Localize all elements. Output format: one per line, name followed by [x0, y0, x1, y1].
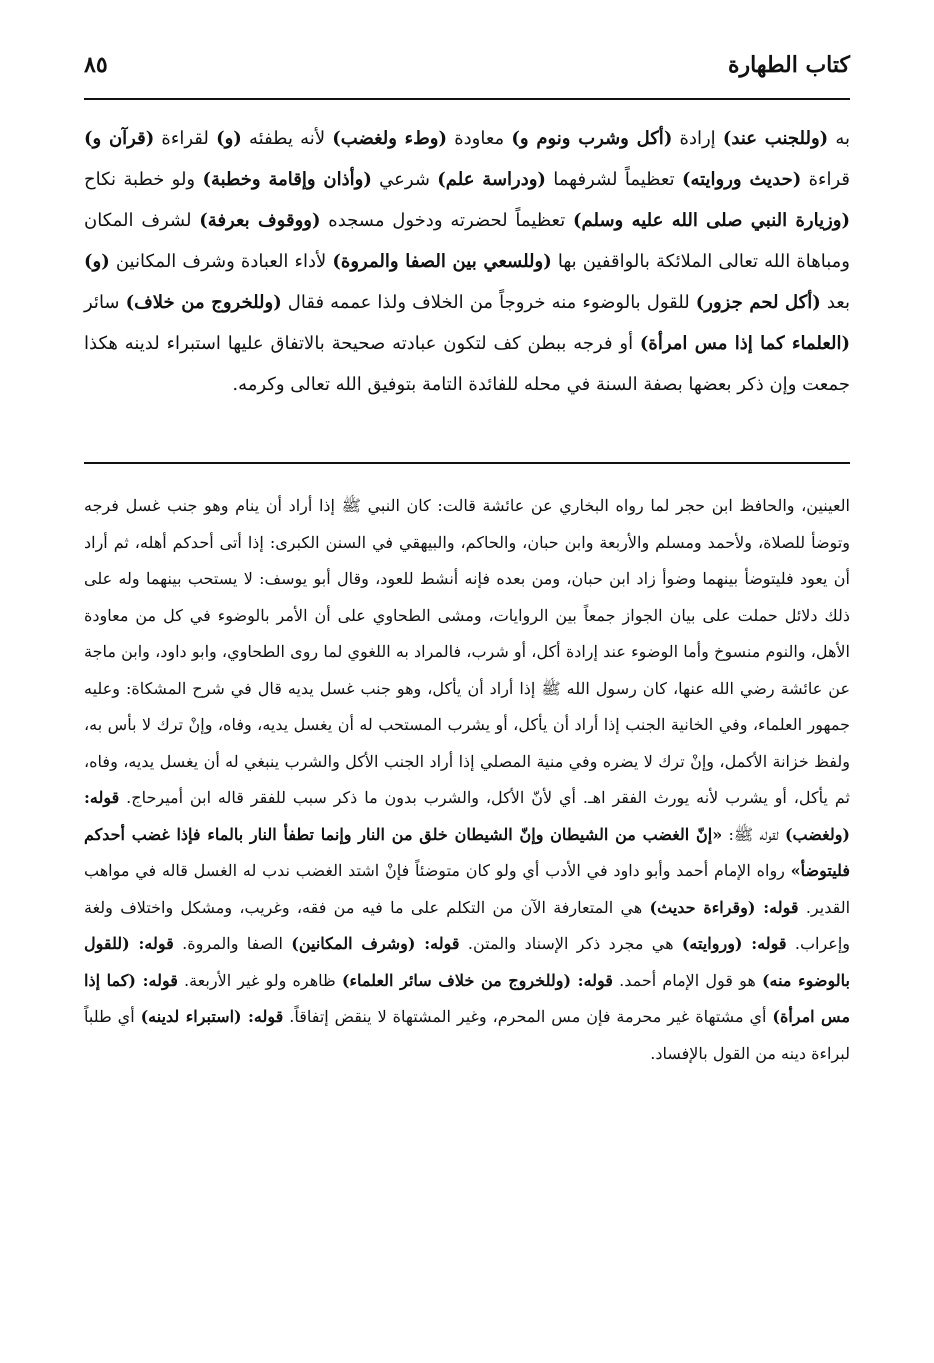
main-text-bold-phrase: (حديث وروايته)	[681, 169, 802, 190]
footnote-bold-phrase: قوله: (ولغضب)	[84, 788, 850, 844]
footnote-bold-phrase: قوله: (استبراء لدينه)	[140, 1007, 284, 1026]
footnote-phrase: العينين، والحافظ ابن حجر لما رواه البخاري عن عائشة قالت: كان النبي ﷺ إذا أراد أن ينام وهو جنب غسل فرجه وتوضأ للصلاة، ولأحمد ومسلم والأربعة وابن حبان، والحاكم، والبيهقي في السنن الكبرى: إذا أتى أحدكم أهله، ثم أراد أن يعود فليتوضأ بينهما وضوأ زاد ابن حبان، ومن بعده فإنه أنشط للعود، وقال أبو يوسف: لا يستحب بينهما وله على ذلك دلائل حملت على بيان الجواز جمعاً بين الروايات، ومشى الطحاوي على أن الأمر بالوضوء في كل من معاودة الأهل، والنوم منسوخ وأما الوضوء عند إرادة أكل، أو شرب، فالمراد به اللغوي لما روى الطحاوي، وابو داود، وابن ماجة عن عائشة رضي الله عنها، كان رسول الله ﷺ إذا أراد أن يأكل، وهو جنب غسل يديه قال في شرح المشكاة: وعليه جمهور العلماء، وفي الخانية الجنب إذا أراد أن يأكل، أو يشرب المستحب له أن يغسل يديه، وفاه، وإنْ ترك لا بأس به، ولفظ خزانة الأكمل، وإنْ ترك لا يضره وفي منية المصلي إذا أراد الجنب الأكل والشرب ينبغي له أن يغسل يديه، وفاه، ثم يأكل، أو يشرب لأنه يورث الفقر اهـ. أي لأنّ الأكل، والشرب بدون ما ذكر سبب للفقر قاله ابن أميرحاج.	[84, 496, 851, 807]
footnote-bold-phrase: قوله: (وللخروج من خلاف سائر العلماء)	[341, 970, 613, 990]
footnote-phrase: ظاهره ولو غير الأربعة.	[177, 970, 342, 990]
main-text-bold-phrase: (أكل لحم جزور)	[695, 292, 821, 313]
main-text-bold-phrase: (وزيارة النبي صلى الله عليه وسلم)	[573, 210, 850, 231]
main-text-phrase: للقول بالوضوء منه خروجاً من الخلاف ولذا عممه فقال	[281, 292, 696, 313]
footnote-bold-phrase: قوله: (كما إذا مس امرأة)	[84, 970, 851, 1026]
footnote-phrase: هو قول الإمام أحمد.	[612, 970, 762, 990]
main-text-bold-phrase: (وللجنب عند)	[722, 128, 829, 149]
footnote-bold-phrase: قوله: (وروايته)	[681, 934, 787, 953]
footnote-bold-phrase: «إنّ الغضب من الشيطان وإنّ الشيطان خلق من النار وإنما تطفأ النار بالماء فإذا غضب أحدكم فليتوضأ»	[84, 824, 850, 880]
main-text-bold-phrase: (ووقوف بعرفة)	[199, 210, 321, 231]
main-text-bold-phrase: (أكل وشرب ونوم و)	[511, 128, 673, 149]
main-text-phrase: لقراءة	[154, 128, 217, 149]
main-text-bold-phrase: (وللسعي بين الصفا والمروة)	[332, 251, 552, 272]
header-divider	[84, 98, 850, 100]
running-title: كتاب الطهارة	[727, 52, 850, 78]
main-text-phrase: لأداء العبادة وشرف المكانين	[109, 251, 333, 272]
footnote-phrase: هي المتعارفة الآن من التكلم على ما فيه من فقه، وغريب، ومشكل واختلاف ولغة وإعراب.	[84, 897, 851, 953]
main-text-phrase: قراءة	[801, 169, 851, 190]
main-text-bold-phrase: (قرآن و)	[84, 128, 155, 149]
footnote-phrase: لقوله ﷺ:	[722, 824, 785, 844]
main-text-phrase: به	[828, 128, 851, 149]
main-text-bold-phrase: (وللخروج من خلاف)	[125, 292, 282, 313]
main-text-phrase: تعظيماً لحضرته ودخول مسجده	[320, 210, 574, 231]
main-text	[84, 118, 850, 405]
footnote-phrase: الصفا والمروة.	[173, 934, 292, 953]
main-text-phrase: لأنه يطفئه	[241, 128, 333, 149]
main-text-phrase: شرعي	[371, 169, 438, 190]
main-text-phrase: إرادة	[672, 128, 723, 149]
footnote-divider	[84, 462, 850, 464]
main-text-phrase: تعظيماً لشرفهما	[545, 169, 682, 190]
footnote-bold-phrase: قوله: (وشرف المكانين)	[291, 934, 460, 953]
page-number: ٨٥	[84, 52, 108, 78]
footnote-phrase: أي مشتهاة غير محرمة فإن مس المحرم، وغير المشتهاة لا ينقض إتفاقاً.	[283, 1007, 773, 1026]
footnote-phrase: أي طلباً لبراءة دينه من القول بالإفساد.	[84, 1007, 850, 1063]
main-text-bold-phrase: (و)	[216, 128, 242, 149]
main-text-bold-phrase: (وأذان وإقامة وخطبة)	[202, 169, 372, 190]
footnote-text	[84, 488, 850, 1072]
main-text-bold-phrase: (العلماء كما إذا مس امرأة)	[639, 333, 851, 354]
main-text-phrase: أو فرجه ببطن كف لتكون عبادته صحيحة بالاتفاق عليها استبراء لدينه هكذا جمعت وإن ذكر بعضها بصفة السنة في محله للفائدة التامة بتوفيق الله تعالى وكرمه.	[84, 333, 850, 395]
main-text-phrase: معاودة	[447, 128, 512, 149]
footnote-bold-phrase: قوله: (وقراءة حديث)	[649, 897, 799, 917]
footnote-phrase: رواه الإمام أحمد وأبو داود في الأدب أي ولو كان متوضئاً فإنْ اشتد الغضب ندب له الغسل قاله في مواهب القدير.	[84, 861, 851, 917]
main-text-bold-phrase: (ودراسة علم)	[437, 169, 546, 190]
main-text-phrase: ولو خطبة نكاح	[84, 169, 203, 190]
footnote-phrase: هي مجرد ذكر الإسناد والمتن.	[459, 934, 682, 953]
page-header	[84, 50, 850, 90]
footnote-bold-phrase: قوله: (للقول بالوضوء منه)	[84, 934, 850, 990]
main-text-bold-phrase: (و)	[84, 251, 110, 272]
main-text-phrase: لشرف المكان ومباهاة الله تعالى الملائكة بالواقفين بها	[84, 210, 850, 272]
main-text-phrase: بعد	[820, 292, 850, 313]
main-text-bold-phrase: (وطء ولغضب)	[332, 128, 448, 149]
main-text-phrase: سائر	[84, 292, 126, 313]
